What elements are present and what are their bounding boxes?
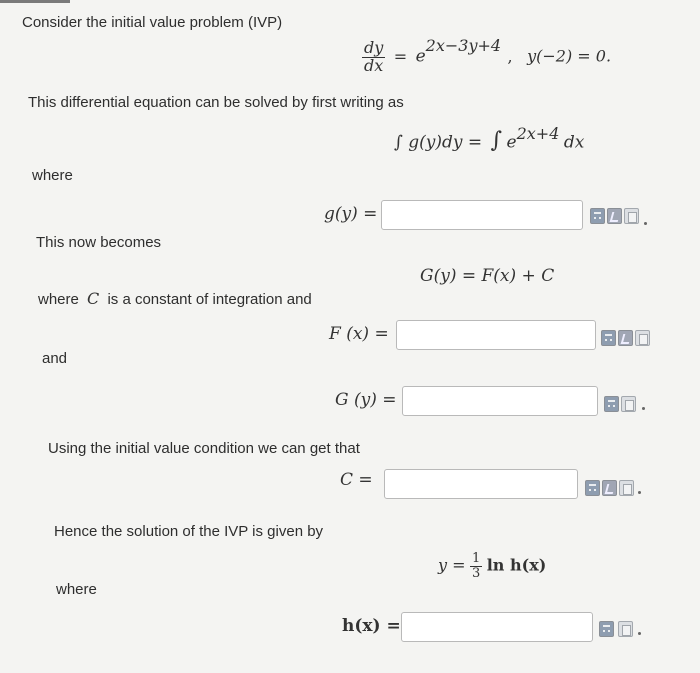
ic-text: Using the initial value condition we can get that — [48, 440, 360, 457]
ode-lhs-denominator: dx — [364, 55, 384, 75]
F-label: F (x) = — [329, 324, 389, 344]
becomes-text: This now becomes — [36, 234, 162, 251]
calculator-icon[interactable] — [590, 208, 605, 224]
document-icon[interactable] — [619, 480, 634, 496]
where-label-1: where — [32, 167, 73, 184]
dot-marker — [638, 632, 641, 635]
document-icon[interactable] — [635, 330, 650, 346]
dot-marker — [638, 491, 641, 494]
solution-text: Hence the solution of the IVP is given by — [54, 523, 324, 540]
where-label-2: where — [56, 581, 97, 598]
general-equation: G(y) = F(x) + C — [420, 266, 555, 286]
constant-variable: C — [87, 289, 100, 308]
C-answer-input[interactable] — [384, 469, 578, 499]
calculator-icon[interactable] — [599, 621, 614, 637]
separated-equation — [394, 126, 584, 153]
symbolic-icon[interactable] — [602, 480, 617, 496]
symbolic-icon[interactable] — [618, 330, 633, 346]
separated-dx: dx — [563, 132, 585, 153]
solution-rhs: ln h(x) — [486, 555, 547, 575]
ode-lhs-fraction — [362, 40, 385, 75]
h-label: h(x) = — [342, 616, 401, 636]
separated-exponent: 2x+4 — [516, 124, 560, 143]
ode-equation — [362, 36, 612, 86]
ode-exponent: 2x−3y+4 — [425, 36, 502, 56]
solution-lhs: y = — [438, 555, 466, 575]
integral-sign: ∫ — [490, 128, 503, 154]
solution-numerator: 1 — [471, 551, 481, 566]
ode-base: e — [415, 46, 426, 67]
g-answer-input[interactable] — [381, 200, 583, 230]
dot-marker — [644, 222, 647, 225]
document-icon[interactable] — [618, 621, 633, 637]
dot-marker — [642, 407, 645, 410]
G-answer-input[interactable] — [402, 386, 598, 416]
G-label: G (y) = — [335, 390, 397, 410]
calculator-icon[interactable] — [585, 480, 600, 496]
symbolic-icon[interactable] — [607, 208, 622, 224]
and-text: and — [42, 350, 68, 367]
solution-denominator: 3 — [471, 565, 481, 581]
C-label: C = — [340, 470, 373, 490]
calculator-icon[interactable] — [601, 330, 616, 346]
solution-equation — [438, 552, 546, 580]
g-label: g(y) = — [324, 204, 378, 224]
top-edge-mark — [0, 0, 70, 3]
ode-equals: = — [393, 46, 408, 66]
solution-fraction — [470, 552, 482, 580]
step1-text: This differential equation can be solved by first writing as — [28, 94, 404, 111]
ode-lhs-numerator: dy — [364, 38, 384, 57]
constant-sentence — [38, 289, 312, 308]
ode-comma: , — [507, 46, 513, 66]
constant-prefix: where — [38, 291, 79, 308]
separated-base: e — [506, 132, 517, 153]
document-icon[interactable] — [621, 396, 636, 412]
separated-left: ∫ g(y)dy = — [394, 132, 483, 153]
calculator-icon[interactable] — [604, 396, 619, 412]
h-answer-input[interactable] — [401, 612, 593, 642]
intro-text: Consider the initial value problem (IVP) — [22, 14, 283, 31]
constant-suffix: is a constant of integration and — [107, 291, 312, 308]
F-answer-input[interactable] — [396, 320, 596, 350]
ode-initial-condition: y(−2) = 0. — [527, 46, 612, 66]
document-icon[interactable] — [624, 208, 639, 224]
